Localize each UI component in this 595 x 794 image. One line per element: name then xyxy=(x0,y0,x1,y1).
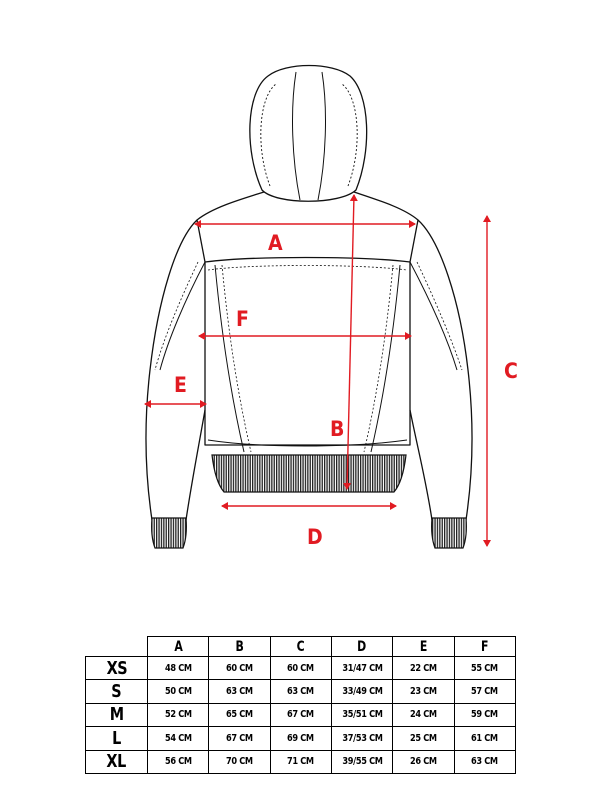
label-f: F xyxy=(236,307,249,331)
measurement-lines xyxy=(145,195,487,546)
table-row xyxy=(86,750,516,773)
hood xyxy=(250,66,367,202)
column-header-f: F xyxy=(461,637,509,657)
size-label: L xyxy=(86,727,148,750)
jacket-outline xyxy=(146,66,472,521)
label-b: B xyxy=(330,417,345,441)
measurement-cell: 22 CM xyxy=(393,657,454,680)
measurement-cell: 67 CM xyxy=(270,703,331,726)
measurement-cell: 60 CM xyxy=(209,657,270,680)
measurement-labels xyxy=(174,231,518,549)
size-chart-table xyxy=(85,636,516,774)
measurement-cell: 63 CM xyxy=(270,680,331,703)
label-e: E xyxy=(174,373,187,397)
size-label: XL xyxy=(86,750,148,773)
measurement-cell: 23 CM xyxy=(393,680,454,703)
column-header-c: C xyxy=(277,637,325,657)
measurement-cell: 63 CM xyxy=(209,680,270,703)
column-header-d: D xyxy=(338,637,386,657)
left-sleeve xyxy=(146,220,205,520)
right-sleeve xyxy=(410,220,472,520)
measurement-cell: 52 CM xyxy=(148,703,209,726)
measurement-cell: 63 CM xyxy=(454,750,515,773)
jacket-body xyxy=(197,192,418,445)
label-d: D xyxy=(307,525,323,549)
size-label: S xyxy=(86,680,148,703)
measurement-cell: 31/47 CM xyxy=(331,657,392,680)
measurement-cell: 59 CM xyxy=(454,703,515,726)
table-row xyxy=(86,680,516,703)
measurement-cell: 33/49 CM xyxy=(331,680,392,703)
label-a: A xyxy=(268,231,283,255)
measurement-cell: 25 CM xyxy=(393,727,454,750)
measurement-cell: 37/53 CM xyxy=(331,727,392,750)
measurement-cell: 55 CM xyxy=(454,657,515,680)
table-row xyxy=(86,657,516,680)
measurement-cell: 26 CM xyxy=(393,750,454,773)
right-cuff xyxy=(432,518,467,548)
measurement-cell: 39/55 CM xyxy=(331,750,392,773)
waistband xyxy=(212,455,406,492)
measurement-cell: 70 CM xyxy=(209,750,270,773)
measurement-cell: 24 CM xyxy=(393,703,454,726)
table-row xyxy=(86,703,516,726)
measurement-cell: 48 CM xyxy=(148,657,209,680)
measurement-cell: 60 CM xyxy=(270,657,331,680)
table-corner-cell xyxy=(86,637,148,657)
size-label: M xyxy=(86,703,148,726)
measurement-cell: 56 CM xyxy=(148,750,209,773)
measurement-cell: 50 CM xyxy=(148,680,209,703)
measurement-cell: 57 CM xyxy=(454,680,515,703)
measurement-cell: 71 CM xyxy=(270,750,331,773)
measurement-cell: 67 CM xyxy=(209,727,270,750)
column-header-b: B xyxy=(216,637,264,657)
measurement-cell: 65 CM xyxy=(209,703,270,726)
size-chart-header-row xyxy=(86,637,516,657)
measurement-cell: 61 CM xyxy=(454,727,515,750)
left-cuff xyxy=(152,518,187,548)
size-label: XS xyxy=(86,657,148,680)
measurement-cell: 54 CM xyxy=(148,727,209,750)
column-header-a: A xyxy=(154,637,202,657)
table-row xyxy=(86,727,516,750)
measurement-cell: 35/51 CM xyxy=(331,703,392,726)
measurement-cell: 69 CM xyxy=(270,727,331,750)
label-c: C xyxy=(504,359,518,383)
column-header-e: E xyxy=(400,637,448,657)
